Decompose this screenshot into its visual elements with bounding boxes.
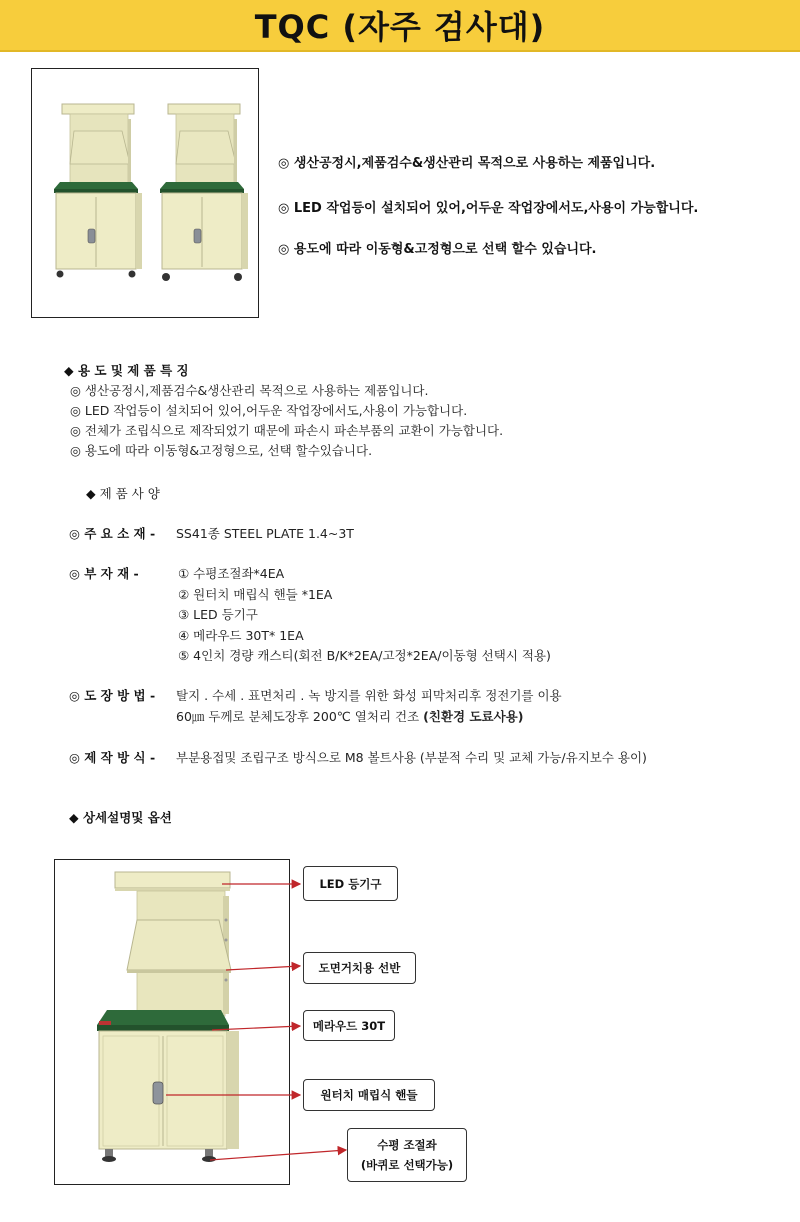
parts-item-5: ⑤ 4인치 경량 캐스티(회전 B/K*2EA/고정*2EA/이동형 선택시 적용): [178, 648, 551, 663]
features-heading: ◆ 용 도 및 제 품 특 징: [64, 363, 189, 378]
arrow-leveler: [210, 1150, 346, 1160]
detail-heading: ◆ 상세설명및 옵션: [69, 810, 172, 825]
feature-line-2: ◎ LED 작업등이 설치되어 있어,어두운 작업장에서도,사용이 가능합니다.: [70, 403, 468, 418]
material-key: ◎ 주 요 소 재 -: [69, 526, 156, 541]
paint-line-1: 탈지 . 수세 . 표면처리 . 녹 방지를 위한 화성 피막처리후 정전기를 이용: [176, 688, 562, 703]
callout-worktop: 메라우드 30T: [303, 1010, 395, 1041]
callout-handle: 원터치 매립식 핸들: [303, 1079, 435, 1111]
intro-line-2: ◎ LED 작업등이 설치되어 있어,어두운 작업장에서도,사용이 가능합니다.: [278, 201, 699, 216]
arrow-shelf: [226, 966, 300, 970]
parts-item-2: ② 원터치 매립식 핸들 *1EA: [178, 587, 333, 602]
make-value: 부분용접및 조립구조 방식으로 M8 볼트사용 (부분적 수리 및 교체 가능/유지보수 용이): [176, 750, 647, 765]
make-key: ◎ 제 작 방 식 -: [69, 750, 156, 765]
parts-item-4: ④ 메라우드 30T* 1EA: [178, 628, 304, 643]
parts-key: ◎ 부 자 재 -: [69, 566, 139, 581]
paint-key: ◎ 도 장 방 법 -: [69, 688, 156, 703]
arrow-worktop: [212, 1026, 300, 1030]
feature-line-1: ◎ 생산공정시,제품검수&생산관리 목적으로 사용하는 제품입니다.: [70, 383, 429, 398]
spec-heading: ◆ 제 품 사 양: [86, 486, 160, 501]
parts-item-1: ① 수평조절좌*4EA: [178, 566, 285, 581]
intro-line-1: ◎ 생산공정시,제품검수&생산관리 목적으로 사용하는 제품입니다.: [278, 156, 656, 171]
paint-line-2-text: 60㎛ 두께로 분체도장후 200℃ 열처리 건조: [176, 709, 424, 724]
callout-led: LED 등기구: [303, 866, 398, 901]
callout-leveler: [347, 1128, 467, 1182]
feature-line-3: ◎ 전체가 조립식으로 제작되었기 때문에 파손시 파손부품의 교환이 가능합니다.: [70, 423, 504, 438]
intro-line-3: ◎ 용도에 따라 이동형&고정형으로 선택 할수 있습니다.: [278, 242, 597, 257]
callout-leveler-line-2: (바퀴로 선택가능): [360, 1158, 454, 1172]
paint-eco-note: (친환경 도료사용): [423, 709, 524, 724]
material-value: SS41종 STEEL PLATE 1.4~3T: [176, 526, 354, 541]
parts-item-3: ③ LED 등기구: [178, 607, 258, 622]
feature-line-4: ◎ 용도에 따라 이동형&고정형으로, 선택 할수있습니다.: [70, 443, 373, 458]
callout-shelf: 도면거치용 선반: [303, 952, 416, 984]
page-title: TQC (자주 검사대): [254, 8, 546, 46]
callout-leveler-line-1: 수평 조절좌: [377, 1138, 437, 1152]
